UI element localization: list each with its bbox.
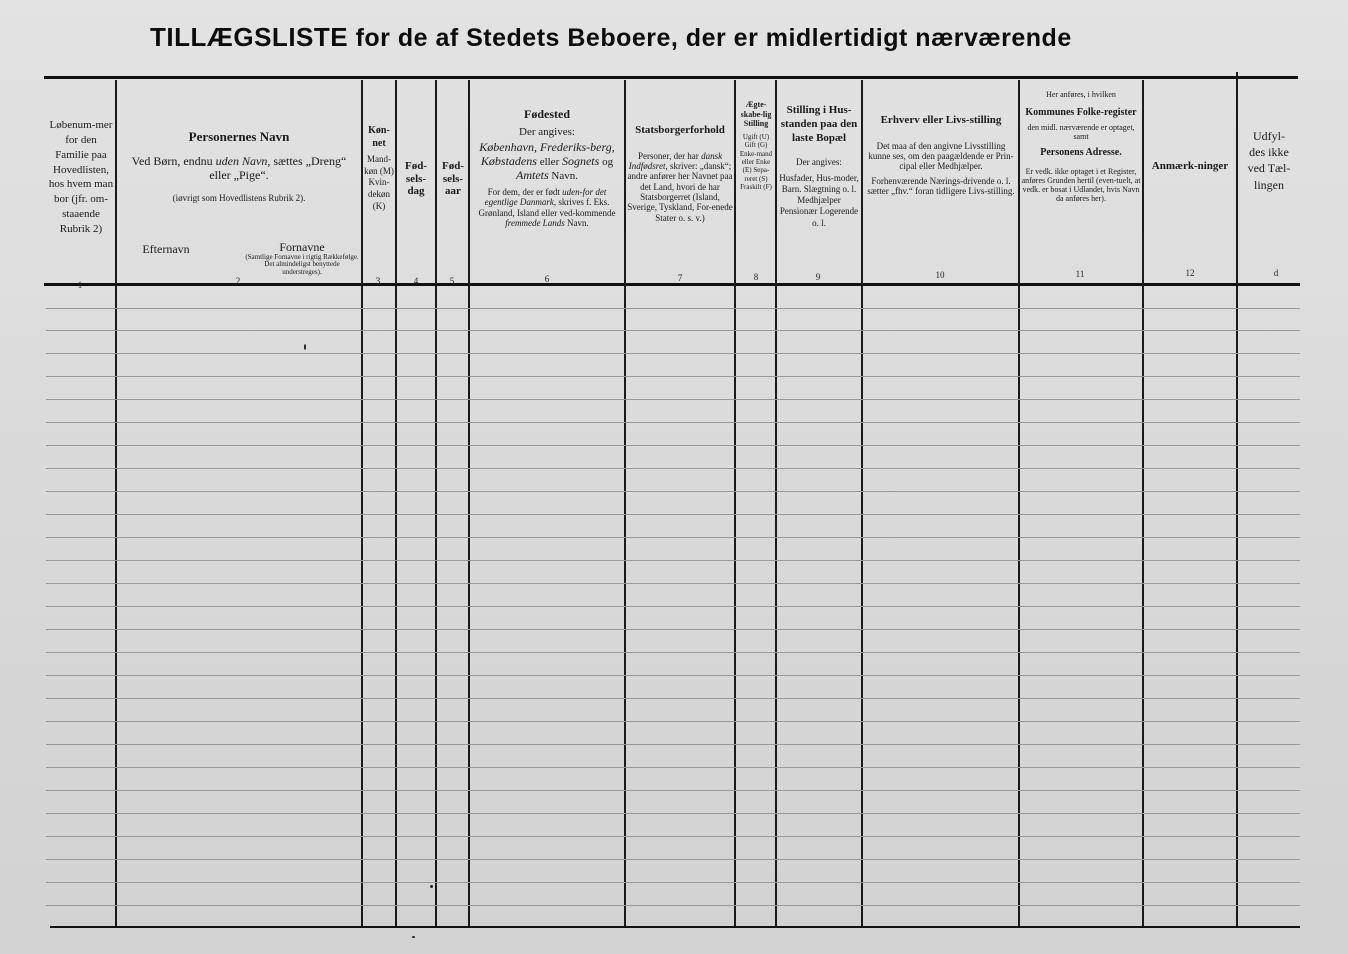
col-3-header	[363, 124, 395, 212]
col-6-outside: uden-for det egentlige Danmark,	[484, 186, 607, 208]
col-6-examples: skrives f. Eks. Grønland, Island eller ved-kommende	[478, 197, 616, 218]
col-number: 4	[413, 276, 419, 286]
row-line	[46, 698, 1300, 699]
col-6-abroad: For dem, der er født	[487, 186, 560, 197]
row-line	[46, 744, 1300, 745]
col-d-header	[1246, 128, 1292, 193]
col-2-text1-rest: sættes „Dreng“ eller „Pige“.	[209, 153, 347, 182]
row-line	[46, 514, 1300, 515]
col-d-text: Udfyl-des ikke ved Tæl-lingen	[1247, 129, 1291, 192]
col-line-6	[624, 80, 626, 926]
col-3-title: Køn-net	[368, 125, 390, 149]
col-7-title: Statsborgerforhold	[635, 124, 725, 136]
col-9-text: Husfader, Hus-moder, Barn. Slægtning o. l. Medhjælper Pensionær Logerende o. l.	[779, 172, 859, 228]
col-12-header	[1150, 160, 1230, 177]
col-number: 7	[677, 273, 683, 283]
col-11-title2: Personens Adresse.	[1040, 147, 1122, 159]
col-2-text1-italic: uden Navn,	[215, 153, 271, 168]
col-6-places: København, Frederiks-berg, Købstadens	[479, 140, 615, 169]
row-line	[46, 468, 1300, 469]
ink-speck	[412, 936, 415, 938]
col-7-header	[627, 124, 733, 223]
col-line-5	[468, 80, 470, 926]
col-3-text: Mand-køn (M) Kvin-dekøn (K)	[364, 154, 394, 211]
ink-speck	[304, 344, 306, 350]
col-8-title: Ægte-skabe-lig Stilling	[740, 100, 772, 129]
col-6-or: eller	[539, 156, 560, 169]
col-11-text: Er vedk. ikke optaget i et Register, anføres Grunden hertil (even-tuelt, at vedk. er bosat i Udlandet, hvis Navn da anføres her).	[1021, 166, 1141, 204]
col-number: 12	[1185, 268, 1195, 278]
col-number: 10	[935, 270, 945, 280]
col-4-title: Fød-sels-dag	[405, 160, 427, 198]
col-6-end: Navn.	[566, 217, 589, 228]
col-6-abroad-block	[472, 187, 622, 228]
col-5-header	[438, 160, 468, 202]
row-line	[46, 859, 1300, 860]
col-9-sub: Der angives:	[796, 157, 842, 168]
col-line-4	[435, 80, 437, 926]
col-number: d	[1273, 268, 1279, 278]
row-line	[46, 905, 1300, 906]
row-line	[46, 767, 1300, 768]
col-6-sub: Der angives:	[519, 125, 575, 138]
row-line	[46, 537, 1300, 538]
col-number: 1	[77, 280, 83, 290]
col-number: 3	[375, 276, 381, 286]
col-2-text2: (iøvrigt som Hovedlistens Rubrik 2).	[172, 192, 306, 203]
col-10-text2: Forhenværende Nærings-drivende o. l. sætter „fhv.“ foran tidligere Livs-stilling.	[867, 175, 1015, 197]
row-line	[46, 422, 1300, 423]
col-8-header	[737, 100, 775, 192]
ink-speck	[430, 885, 433, 888]
col-2-header	[122, 130, 356, 203]
col-7-italic: dansk Indfødsret,	[628, 150, 723, 171]
col-1-text: Løbenum-mer for den Familie paa Hovedlisten, hos hvem man bor (jfr. om-staaende Rubrik 2)	[48, 119, 114, 235]
col-10-title: Erhverv eller Livs-stilling	[880, 114, 1002, 126]
col-9-header	[778, 104, 860, 229]
row-line	[46, 813, 1300, 814]
row-line	[46, 560, 1300, 561]
row-line	[46, 675, 1300, 676]
bottom-rule	[50, 926, 1300, 928]
col-line-8	[775, 80, 777, 926]
col-line-7	[734, 80, 736, 926]
row-line	[46, 629, 1300, 630]
col-2-surname-label: Efternavn	[142, 242, 190, 256]
col-6-and: og	[602, 156, 614, 169]
col-11-title: Kommunes Folke-register	[1025, 107, 1137, 119]
col-number: 8	[753, 272, 759, 282]
col-line-9	[861, 80, 863, 926]
row-line	[46, 790, 1300, 791]
col-6-foreign: fremmede Lands	[505, 217, 565, 228]
col-line-12	[1236, 72, 1238, 926]
col-6-parish: Sognets	[561, 154, 600, 169]
title-lead: TILLÆGSLISTE	[150, 22, 349, 52]
row-line	[46, 445, 1300, 446]
col-12-title: Anmærk-ninger	[1151, 160, 1229, 172]
col-line-3	[395, 80, 397, 926]
row-line	[46, 583, 1300, 584]
row-line	[46, 491, 1300, 492]
row-line	[46, 606, 1300, 607]
col-6-header	[472, 108, 622, 228]
col-11-mid: den midl. nærværende er optaget, samt	[1027, 122, 1135, 141]
col-2-title: Personernes Navn	[188, 129, 290, 144]
col-6-county: Amtets	[516, 168, 549, 183]
col-1-header	[48, 118, 114, 237]
col-4-header	[398, 160, 434, 202]
col-8-text: Ugift (U) Gift (G) Enke-mand eller Enke (E) Sepa-reret (S) Fraskilt (F)	[739, 132, 773, 192]
top-rule	[44, 76, 1298, 79]
col-number: 2	[235, 276, 241, 286]
col-line-1	[115, 80, 117, 926]
col-10-header	[866, 114, 1016, 196]
col-7-text2: skriver: „dansk“; andre anfører her Navnet paa det Land, hvori de har Statsborgerret (Island, Sverige, Tyskland, For-enede Stater o. s. v.)	[627, 160, 733, 223]
row-line	[46, 882, 1300, 883]
col-line-11	[1142, 80, 1144, 926]
col-5-title: Fød-sels-aar	[442, 160, 464, 198]
col-number: 5	[449, 276, 455, 286]
row-line	[46, 353, 1300, 354]
title-rest: for de af Stedets Beboere, der er midlertidigt nærværende	[355, 24, 1072, 52]
col-10-text1: Det maa af den angivne Livsstilling kunne ses, om den paagældende er Prin-cipal eller Medhjælper.	[868, 140, 1014, 172]
col-2-text1: Ved Børn, endnu	[131, 153, 213, 168]
col-7-text1: Personer, der har	[637, 150, 699, 161]
row-line	[46, 399, 1300, 400]
col-number: 11	[1075, 269, 1085, 279]
col-6-name: Navn.	[551, 170, 578, 183]
row-line	[46, 308, 1300, 309]
col-2-firstname-label: Fornavne	[279, 240, 325, 254]
col-number: 6	[544, 274, 550, 284]
row-line	[46, 836, 1300, 837]
col-11-header	[1021, 90, 1141, 203]
row-line	[46, 652, 1300, 653]
col-number: 9	[815, 272, 821, 282]
row-line	[46, 376, 1300, 377]
col-6-title: Fødested	[524, 107, 570, 121]
col-9-title: Stilling i Hus-standen paa den laste Bopæl	[780, 104, 858, 144]
col-2-note: (Samtlige Fornavne i rigtig Rækkefølge. Det almindeligst benyttede understreges).	[245, 253, 359, 276]
row-line	[46, 721, 1300, 722]
col-line-10	[1018, 80, 1020, 926]
form-title	[150, 22, 1210, 53]
col-11-pre: Her anføres, i hvilken	[1046, 90, 1116, 99]
row-line	[46, 330, 1300, 331]
